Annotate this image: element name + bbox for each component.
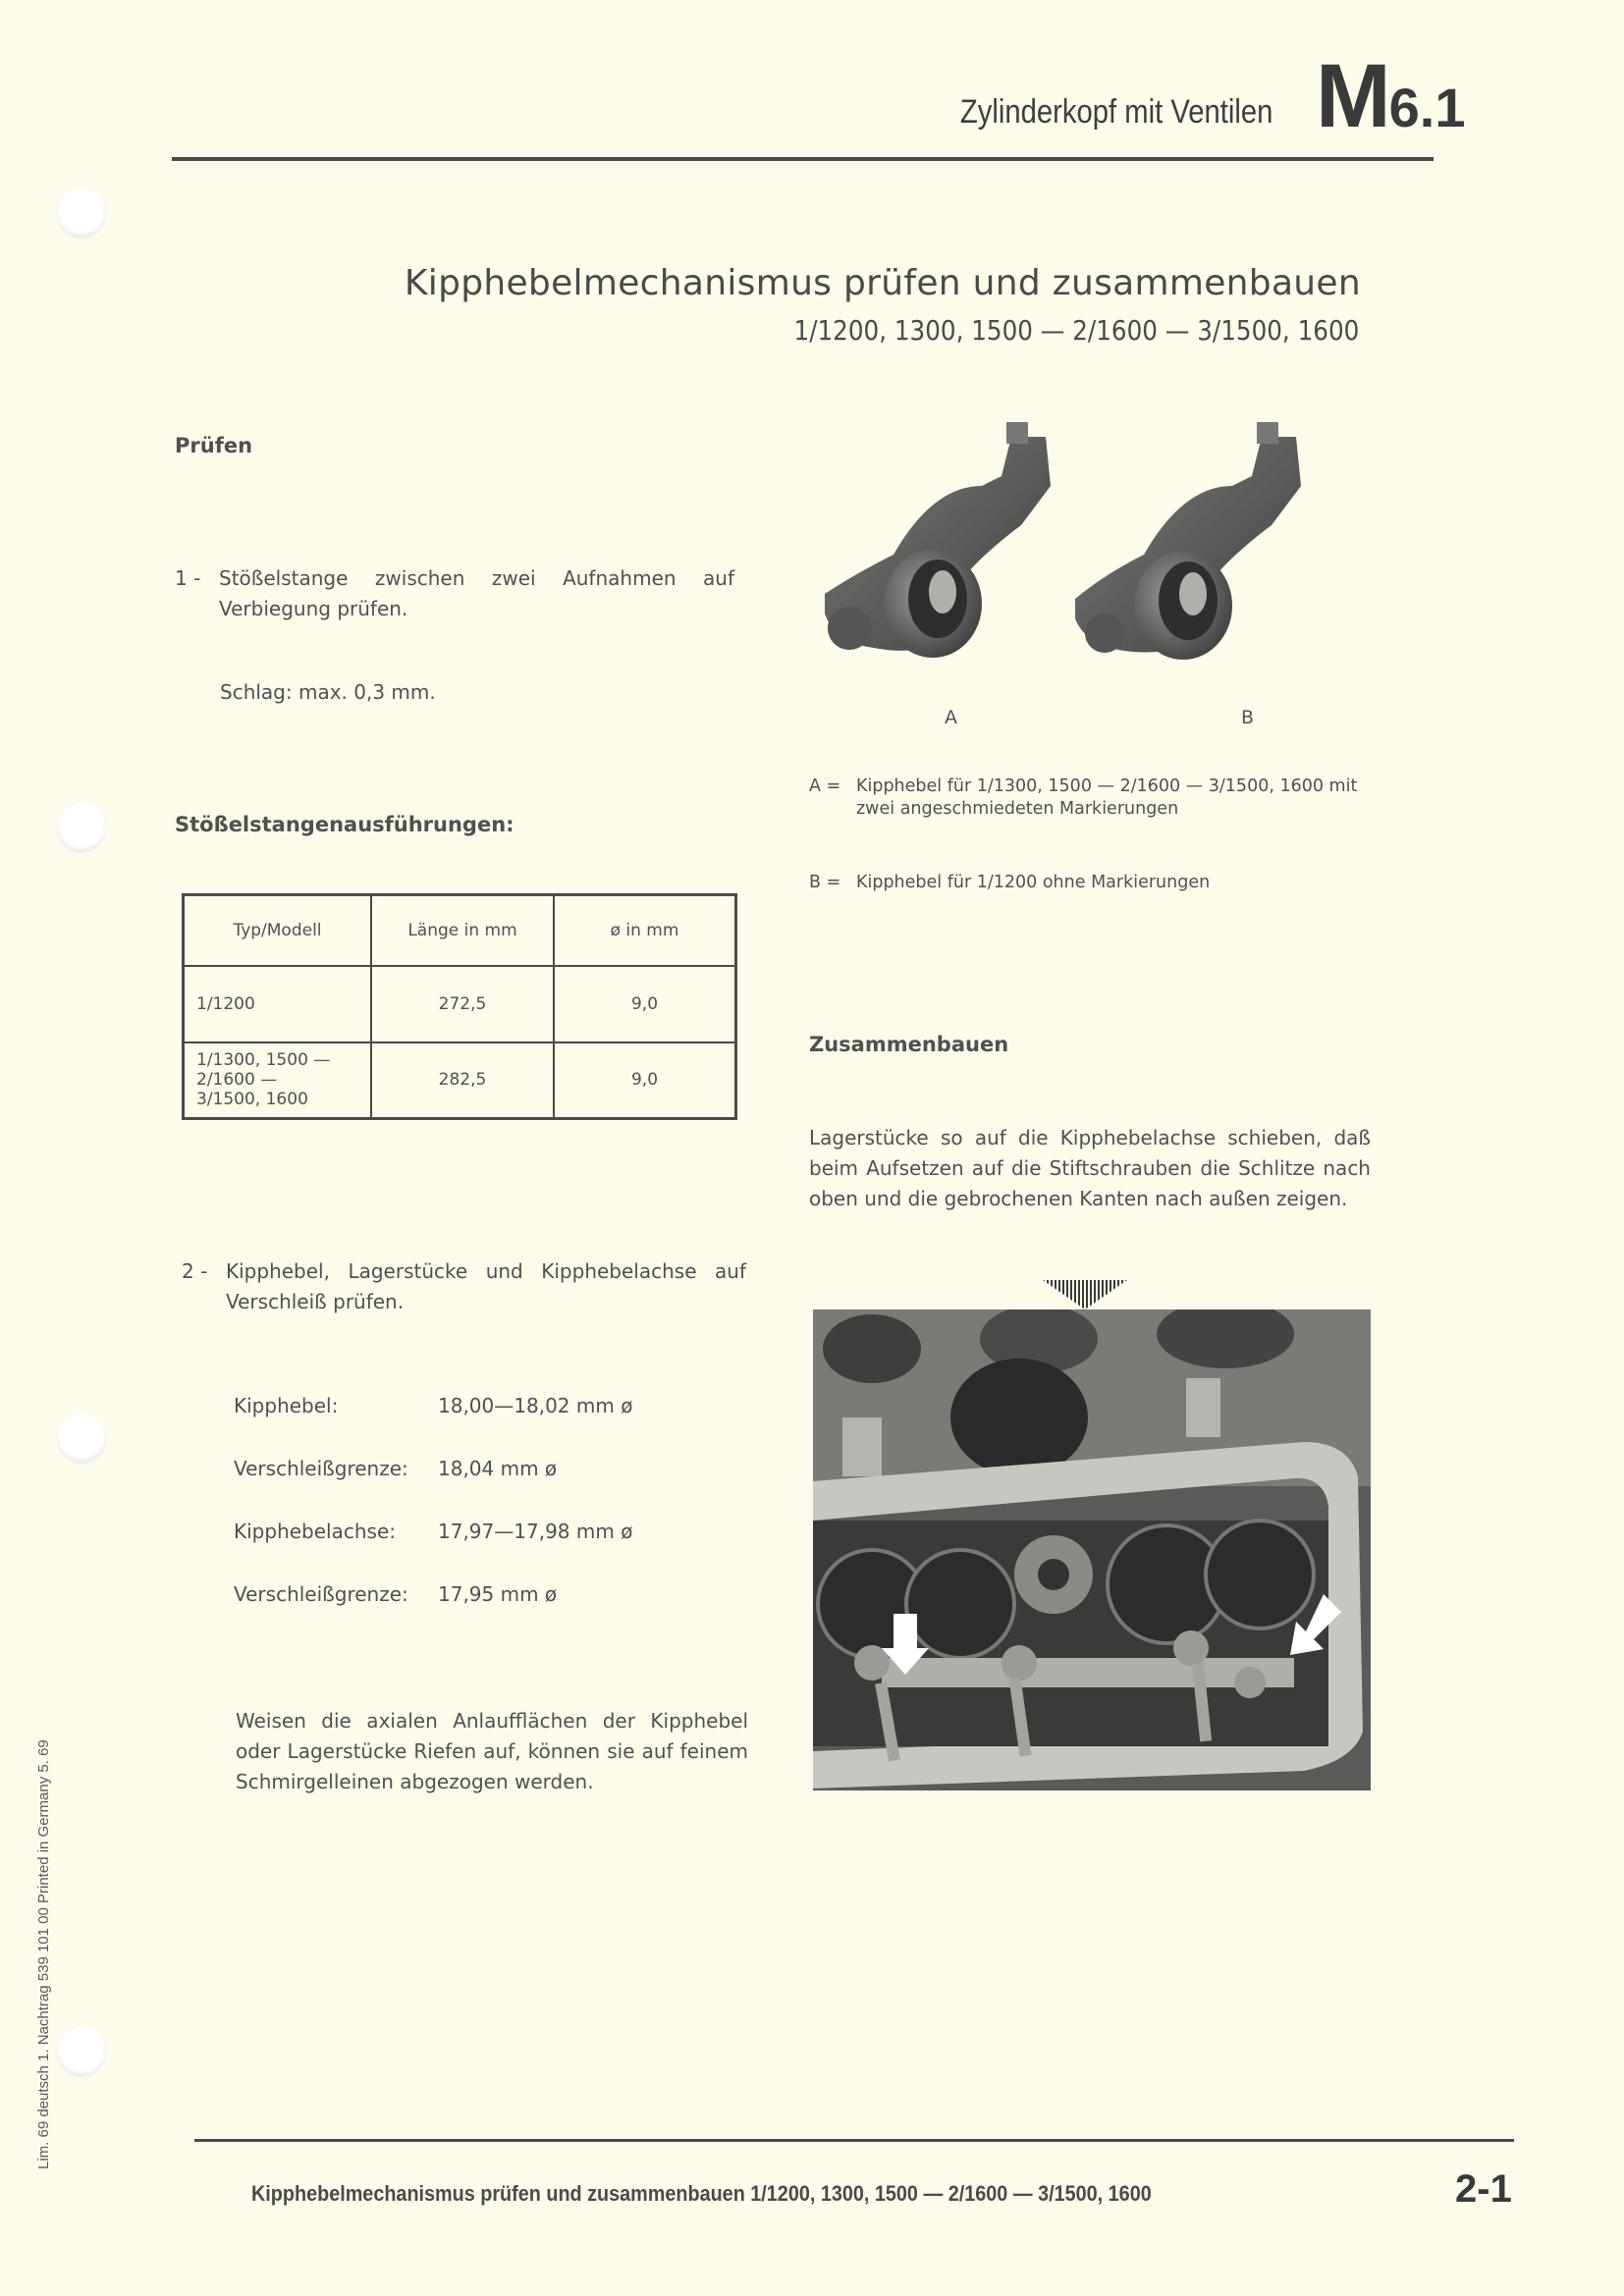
caption-a-key: A = <box>809 776 841 796</box>
footer-title: Kipphebelmechanismus prüfen und zusammenbauen 1/1200, 1300, 1500 — 2/1600 — 3/1500, 1600 <box>251 2181 1152 2206</box>
page-subtitle-models: 1/1200, 1300, 1500 — 2/1600 — 3/1500, 1600 <box>793 314 1359 347</box>
table-header-cell: ø in mm <box>554 895 736 966</box>
table-row <box>184 1042 736 1119</box>
footer-rule <box>194 2139 1514 2142</box>
spec-value: 18,00—18,02 mm ø <box>438 1394 633 1417</box>
runout-spec: Schlag: max. 0,3 mm. <box>220 680 436 704</box>
spec-row <box>234 1457 632 1520</box>
section-code-number: 6.1 <box>1388 77 1466 138</box>
spec-value: 18,04 mm ø <box>438 1457 558 1480</box>
rocker-arm-a-icon <box>825 422 1051 658</box>
page-title: Kipphebelmechanismus prüfen und zusammenbauen <box>404 263 1361 303</box>
table-cell-model: 1/1200 <box>184 966 372 1042</box>
caption-a <box>809 775 1379 821</box>
spec-value: 17,97—17,98 mm ø <box>438 1520 633 1543</box>
section-code-letter: M <box>1316 46 1389 146</box>
table-cell-length: 282,5 <box>371 1042 554 1119</box>
table-header-cell: Länge in mm <box>371 895 554 966</box>
grooves-note: Weisen die axialen Anlaufflächen der Kipphebel oder Lagerstücke Riefen auf, können sie auf feinem Schmirgelleinen abgezogen werden. <box>236 1709 748 1793</box>
print-info: Lim. 69 deutsch 1. Nachtrag 539 101 00 Printed in Germany 5. 69 <box>35 1739 52 2169</box>
table-cell-diameter: 9,0 <box>554 966 736 1042</box>
spec-row <box>234 1520 632 1582</box>
spec-value: 17,95 mm ø <box>438 1582 558 1606</box>
section-title: Zylinderkopf mit Ventilen <box>959 93 1272 131</box>
section-code <box>1316 45 1466 148</box>
step-2-number: 2 - <box>182 1259 208 1283</box>
table-row <box>184 966 736 1042</box>
assembly-instructions: Lagerstücke so auf die Kipphebelachse schieben, daß beim Aufsetzen auf die Stiftschrauben die Schlitze nach oben und die gebrochenen Kanten nach außen zeigen. <box>809 1126 1371 1210</box>
spec-label: Kipphebelachse: <box>234 1520 396 1543</box>
pruefen-heading: Prüfen <box>175 434 253 457</box>
caption-b-text: Kipphebel für 1/1200 ohne Markierungen <box>856 873 1211 892</box>
table-cell-diameter: 9,0 <box>554 1042 736 1119</box>
spec-row <box>234 1582 632 1645</box>
punch-hole <box>57 1414 106 1463</box>
rocker-arm-image <box>815 417 1365 672</box>
spec-label: Verschleißgrenze: <box>234 1457 408 1480</box>
wear-specs <box>234 1394 632 1645</box>
caption-b <box>809 872 1379 894</box>
pushrod-table <box>182 893 737 1120</box>
pushrod-table-heading: Stößelstangenausführungen: <box>175 813 514 836</box>
table-cell-model: 1/1300, 1500 — 2/1600 — 3/1500, 1600 <box>184 1042 372 1119</box>
step-2 <box>182 1256 746 1317</box>
punch-hole <box>57 803 106 852</box>
table-header-row <box>184 895 736 966</box>
spec-label: Verschleißgrenze: <box>234 1582 408 1606</box>
step-2-text: Kipphebel, Lagerstücke und Kipphebelachse auf Verschleiß prüfen. <box>226 1259 746 1313</box>
punch-hole <box>57 2027 106 2076</box>
spec-row <box>234 1394 632 1457</box>
header-rule <box>172 157 1434 161</box>
caption-a-text: Kipphebel für 1/1300, 1500 — 2/1600 — 3/1500, 1600 mit zwei angeschmiedeten Markierungen <box>856 776 1358 819</box>
cylinder-head-photo <box>813 1309 1371 1790</box>
figure-label-b: B <box>1241 707 1255 728</box>
caption-b-key: B = <box>809 873 841 892</box>
step-1 <box>175 563 734 624</box>
step-1-number: 1 - <box>175 566 201 590</box>
page-number: 2-1 <box>1455 2167 1512 2211</box>
step-1-text: Stößelstange zwischen zwei Aufnahmen auf Verbiegung prüfen. <box>219 566 734 620</box>
spec-label: Kipphebel: <box>234 1394 339 1417</box>
rocker-arms-figure <box>815 417 1365 672</box>
pointer-marker-icon <box>1043 1280 1127 1309</box>
rocker-arm-b-icon <box>1075 422 1301 660</box>
zusammenbauen-heading: Zusammenbauen <box>809 1033 1009 1056</box>
table-cell-length: 272,5 <box>371 966 554 1042</box>
figure-label-a: A <box>945 707 957 728</box>
table-header-cell: Typ/Modell <box>184 895 372 966</box>
punch-hole <box>57 188 106 238</box>
